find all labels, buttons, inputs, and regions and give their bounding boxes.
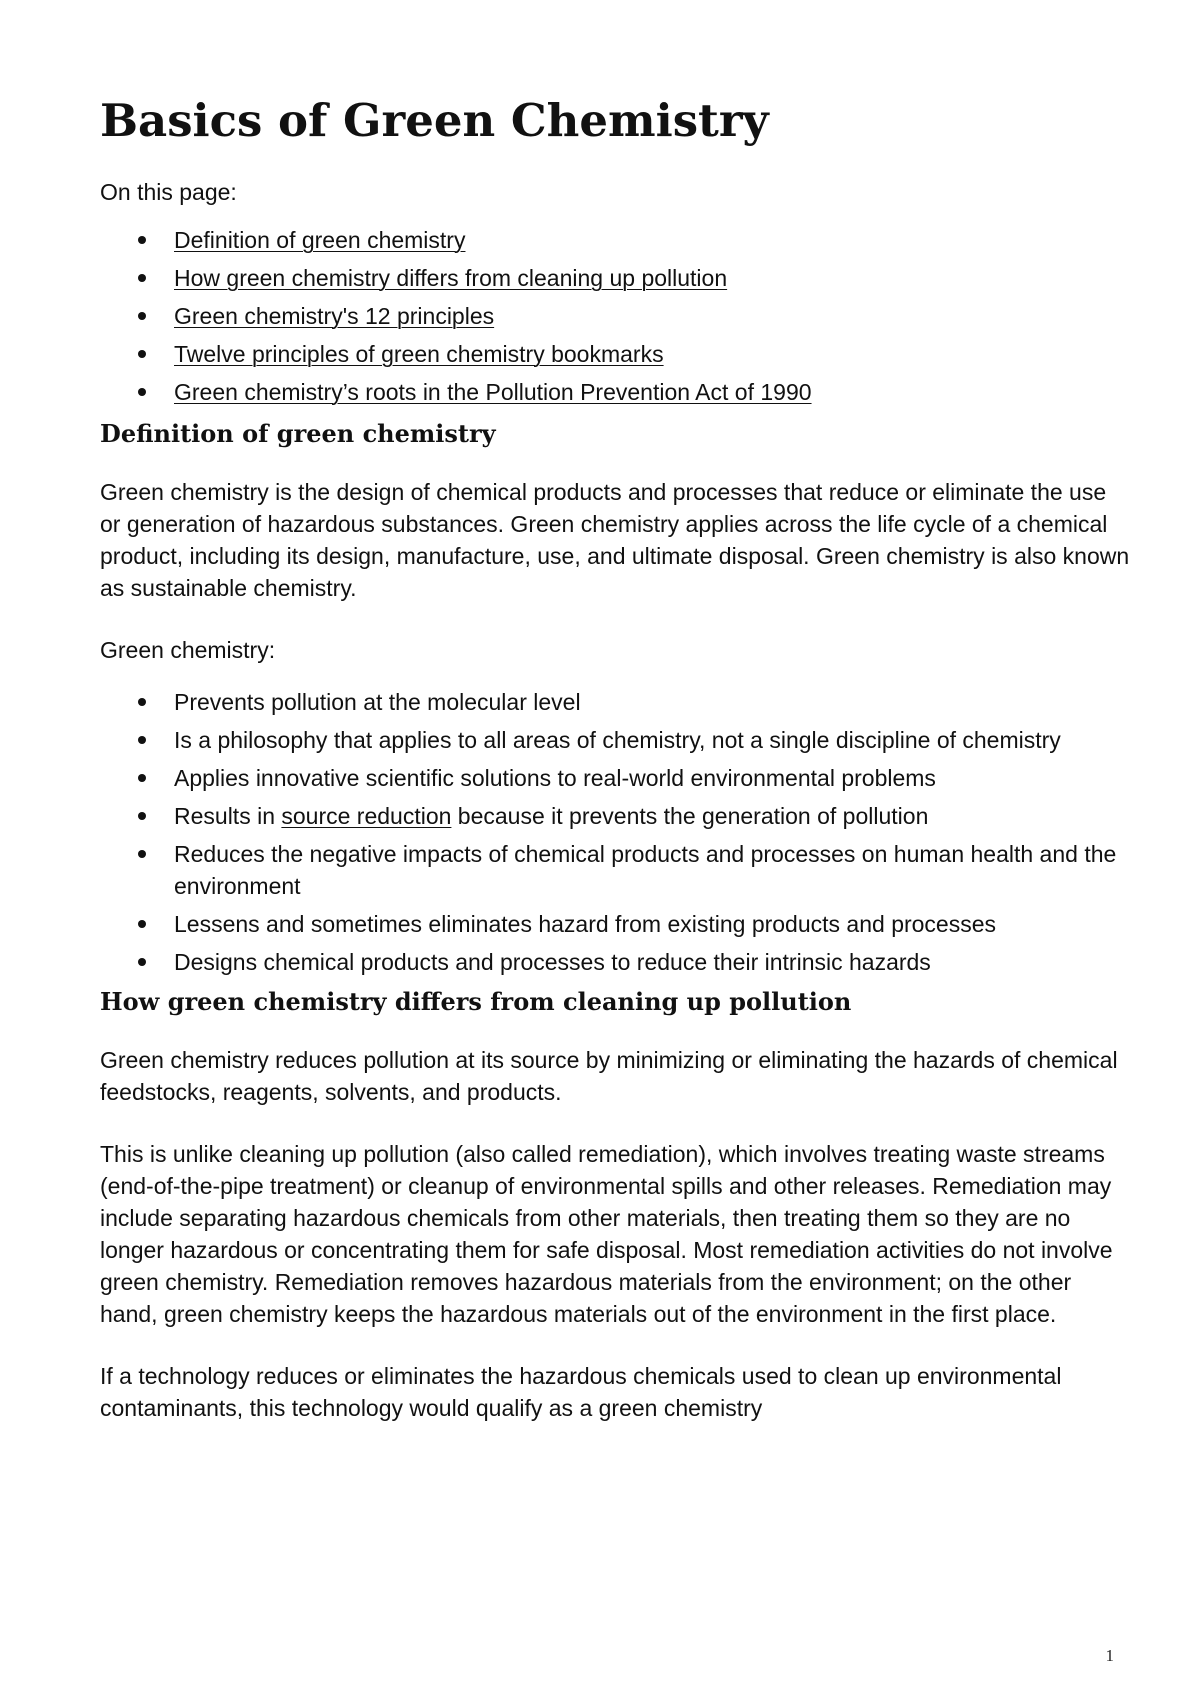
differs-paragraph-3: If a technology reduces or eliminates the hazardous chemicals used to clean up environmental contaminants, this technology would qualify as a green chemistry xyxy=(100,1362,1062,1421)
toc-item xyxy=(100,338,1130,370)
list-item xyxy=(100,838,1130,902)
page-content xyxy=(100,96,1130,1424)
bullet-icon xyxy=(138,920,146,928)
list-item-text: Reduces the negative impacts of chemical products and processes on human health and the environment xyxy=(174,840,1117,899)
green-chemistry-list xyxy=(100,686,1130,978)
toc-link-bookmarks[interactable]: Twelve principles of green chemistry bookmarks xyxy=(174,340,664,367)
bullet-icon xyxy=(138,388,146,396)
on-this-page-label: On this page: xyxy=(100,178,237,205)
toc-link-principles[interactable]: Green chemistry's 12 principles xyxy=(174,302,495,329)
bullet-icon xyxy=(138,274,146,282)
list-item-text: Designs chemical products and processes to reduce their intrinsic hazards xyxy=(174,948,931,975)
section-heading-differs: How green chemistry differs from cleaning up pollution xyxy=(100,986,852,1016)
differs-paragraph-2: This is unlike cleaning up pollution (also called remediation), which involves treating waste streams (end-of-the-pipe treatment) or cleanup of environmental spills and other releases. Remediation may include separating hazardous chemicals from other materials, then treating them so they are no longer hazardous or concentrating them for safe disposal. Most remediation activities do not involve green chemistry. Remediation removes hazardous materials from the environment; on the other hand, green chemistry keeps the hazardous materials out of the environment in the first place. xyxy=(100,1140,1113,1327)
list-item xyxy=(100,686,1130,718)
differs-paragraph-1: Green chemistry reduces pollution at its source by minimizing or eliminating the hazards of chemical feedstocks, reagents, solvents, and products. xyxy=(100,1046,1118,1105)
bullet-icon xyxy=(138,350,146,358)
bullet-icon xyxy=(138,774,146,782)
list-item xyxy=(100,724,1130,756)
table-of-contents xyxy=(100,224,1130,408)
list-item xyxy=(100,908,1130,940)
list-item xyxy=(100,946,1130,978)
bullet-icon xyxy=(138,736,146,744)
bullet-icon xyxy=(138,312,146,320)
list-item xyxy=(100,800,1130,832)
page-title: Basics of Green Chemistry xyxy=(100,94,769,147)
bullet-icon xyxy=(138,850,146,858)
section-heading-definition: Definition of green chemistry xyxy=(100,418,496,448)
list-item-text-suffix: because it prevents the generation of pollution xyxy=(451,802,929,829)
definition-paragraph: Green chemistry is the design of chemical products and processes that reduce or eliminate the use or generation of hazardous substances. Green chemistry applies across the life cycle of a chemical product, including its design, manufacture, use, and ultimate disposal. Green chemistry is also known as sustainable chemistry. xyxy=(100,478,1130,601)
list-item-text-prefix: Results in xyxy=(174,802,282,829)
list-item-text: Lessens and sometimes eliminates hazard from existing products and processes xyxy=(174,910,997,937)
toc-item xyxy=(100,224,1130,256)
page-number: 1 xyxy=(1105,1646,1114,1665)
bullet-icon xyxy=(138,812,146,820)
toc-item xyxy=(100,376,1130,408)
toc-item xyxy=(100,262,1130,294)
toc-link-differs[interactable]: How green chemistry differs from cleaning up pollution xyxy=(174,264,728,291)
list-item-text: Applies innovative scientific solutions to real-world environmental problems xyxy=(174,764,936,791)
list-item-text: Prevents pollution at the molecular level xyxy=(174,688,581,715)
list-item-text: Is a philosophy that applies to all areas of chemistry, not a single discipline of chemistry xyxy=(174,726,1061,753)
toc-link-definition[interactable]: Definition of green chemistry xyxy=(174,226,466,253)
bullet-icon xyxy=(138,698,146,706)
bullet-icon xyxy=(138,236,146,244)
toc-link-roots[interactable]: Green chemistry’s roots in the Pollution Prevention Act of 1990 xyxy=(174,378,812,405)
green-chemistry-list-intro: Green chemistry: xyxy=(100,636,276,663)
source-reduction-link[interactable]: source reduction xyxy=(281,802,452,829)
bullet-icon xyxy=(138,958,146,966)
toc-item xyxy=(100,300,1130,332)
list-item xyxy=(100,762,1130,794)
